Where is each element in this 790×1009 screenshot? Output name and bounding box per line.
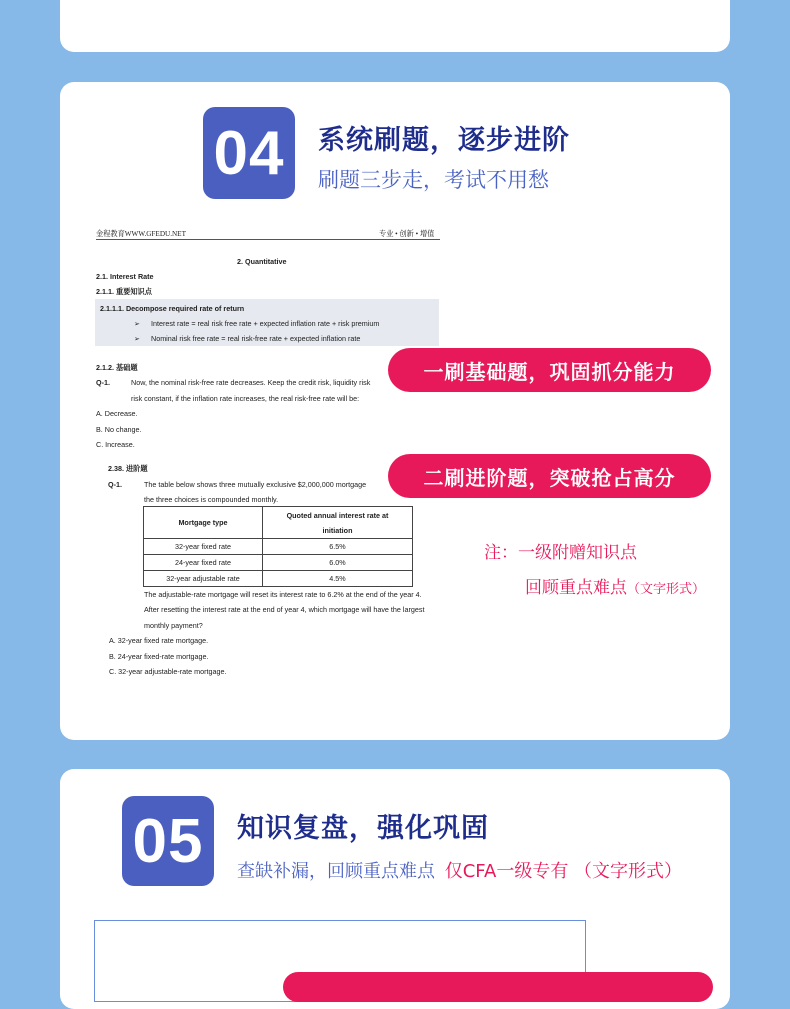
table-cell-type: 32-year fixed rate [144, 539, 263, 555]
table-cell-rate: 4.5% [263, 571, 413, 587]
table-row [144, 571, 413, 587]
section-05-badge: 05 [122, 796, 214, 886]
doc-q1-label: Q-1. [96, 378, 110, 387]
top-card [60, 0, 730, 52]
doc-q1-option-a: A. Decrease. [96, 409, 138, 418]
table-row [144, 555, 413, 571]
doc-q2-option-c: C. 32-year adjustable-rate mortgage. [109, 667, 227, 676]
doc-q2-line-3: The adjustable-rate mortgage will reset its interest rate to 6.2% at the end of the year 4. [144, 590, 422, 599]
table-header-rate [263, 507, 413, 539]
doc-q1-option-b: B. No change. [96, 425, 142, 434]
mortgage-table [143, 506, 413, 587]
doc-q2-label: Q-1. [108, 480, 122, 489]
bottom-pill-partial [283, 972, 713, 1002]
doc-header-left: 金程教育WWW.GFEDU.NET [96, 230, 186, 238]
table-cell-type: 24-year fixed rate [144, 555, 263, 571]
table-header-rate-line-1: Quoted annual interest rate at [286, 510, 389, 520]
table-cell-type: 32-year adjustable rate [144, 571, 263, 587]
doc-section-title: 2. Quantitative [237, 257, 287, 266]
note-line-1: 注：一级附赠知识点 [484, 543, 637, 563]
bullet-arrow-icon: ➢ [134, 334, 141, 343]
doc-header-rule [96, 239, 440, 240]
section-04-badge: 04 [203, 107, 295, 199]
doc-q2-line-1: The table below shows three mutually exclusive $2,000,000 mortgage [144, 480, 367, 489]
pill-advanced-questions: 二刷进阶题，突破抢占高分 [388, 454, 711, 498]
doc-heading-2-1-1: 2.1.1. 重要知识点 [96, 287, 152, 296]
doc-q2-line-4: After resetting the interest rate at the end of year 4, which mortgage will have the largest [144, 605, 425, 614]
doc-q1-option-c: C. Increase. [96, 440, 135, 449]
table-cell-rate: 6.5% [263, 539, 413, 555]
section-05-subtitle [237, 857, 682, 883]
doc-heading-2-1-1-1: 2.1.1.1. Decompose required rate of return [100, 304, 245, 313]
doc-header-right: 专业 • 创新 • 增值 [379, 230, 435, 238]
table-row [144, 539, 413, 555]
doc-heading-2-38: 2.38. 进阶题 [108, 464, 148, 473]
doc-bullet-1: Interest rate = real risk free rate + expected inflation rate + risk premium [151, 319, 380, 328]
doc-q2-option-a: A. 32-year fixed rate mortgage. [109, 636, 209, 645]
bullet-arrow-icon: ➢ [134, 319, 141, 328]
table-header-type: Mortgage type [144, 507, 263, 539]
doc-bullet-2: Nominal risk free rate = real risk-free rate + expected inflation rate [151, 334, 361, 343]
note-line-2 [525, 573, 705, 598]
table-cell-rate: 6.0% [263, 555, 413, 571]
doc-q2-line-5: monthly payment? [144, 621, 203, 630]
doc-q1-line-1: Now, the nominal risk-free rate decreases. Keep the credit risk, liquidity risk [131, 378, 371, 387]
doc-heading-2-1: 2.1. Interest Rate [96, 272, 154, 281]
section-04-title: 系统刷题，逐步进阶 [318, 125, 570, 156]
doc-q1-line-2: risk constant, if the inflation rate increases, the real risk-free rate will be: [131, 394, 360, 403]
section-05-subtitle-red: 仅CFA一级专有 （文字形式） [444, 861, 683, 882]
doc-q2-option-b: B. 24-year fixed-rate mortgage. [109, 652, 209, 661]
section-04-subtitle: 刷题三步走，考试不用愁 [318, 168, 549, 192]
note-line-2-small: （文字形式） [627, 582, 706, 597]
pill-basic-questions: 一刷基础题，巩固抓分能力 [388, 348, 711, 392]
doc-q2-line-2: the three choices is compounded monthly. [144, 495, 279, 504]
doc-heading-2-1-2: 2.1.2. 基础题 [96, 363, 138, 372]
table-header-rate-line-2: initiation [322, 525, 353, 535]
section-05-subtitle-blue: 查缺补漏，回顾重点难点 [237, 861, 435, 882]
note-line-2-main: 回顾重点难点 [525, 578, 627, 598]
section-05-title: 知识复盘，强化巩固 [237, 813, 489, 844]
